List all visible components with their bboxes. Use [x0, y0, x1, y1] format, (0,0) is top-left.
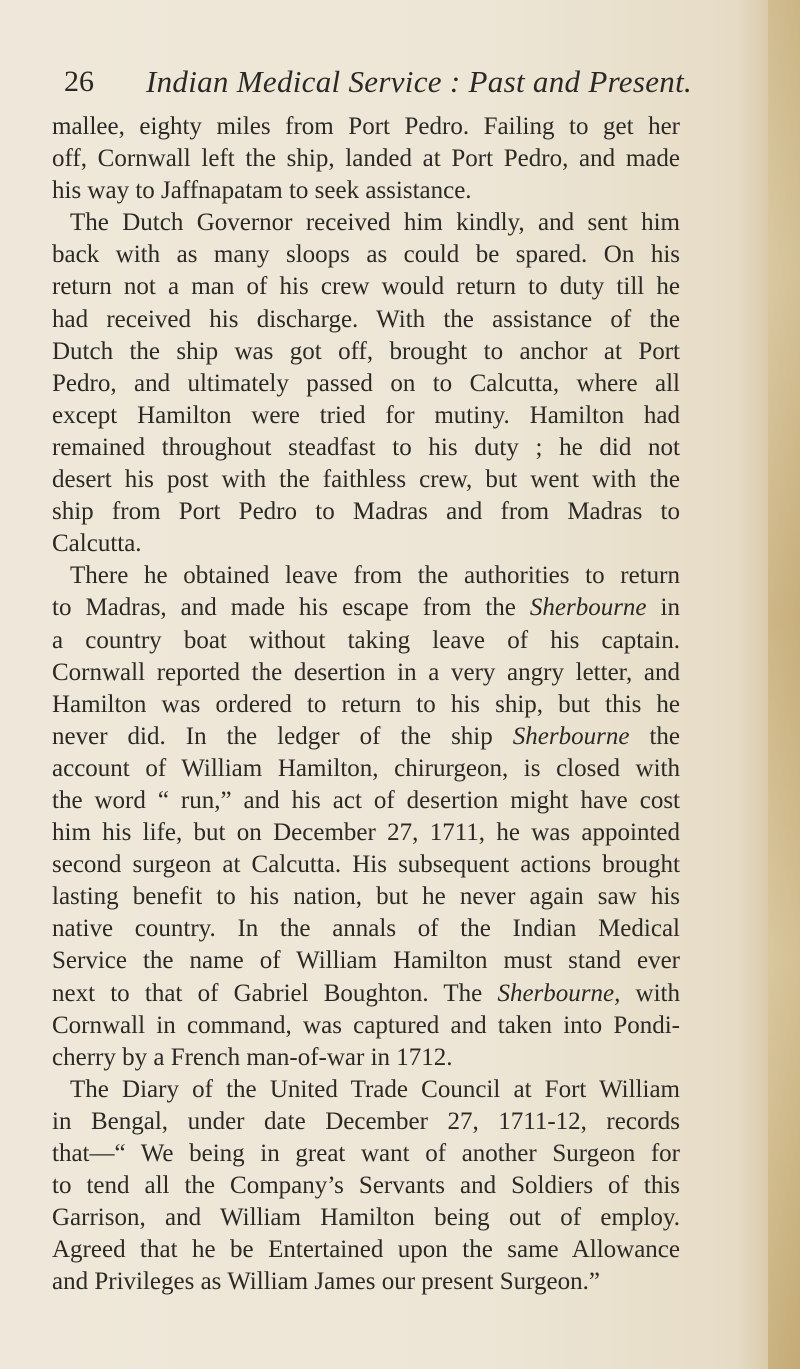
line-text-segment: with [620, 979, 680, 1007]
text-line: Cornwall in command, was captured and taken into Pondi- [52, 1011, 680, 1039]
text-line: the word “ run,” and his act of desertion might have cost [52, 786, 680, 814]
line-text-segment: in [646, 594, 680, 622]
text-line: and Privileges as William James our present Surgeon.” [52, 1268, 600, 1296]
text-line: him his life, but on December 27, 1711, he was appointed [52, 819, 680, 847]
text-line: Calcutta. [52, 530, 142, 558]
page-header [56, 64, 746, 104]
text-line [52, 721, 680, 753]
body-text [52, 111, 680, 1298]
text-line: off, Cornwall left the ship, landed at Port Pedro, and made [52, 145, 680, 173]
running-title: Indian Medical Service : Past and Present. [146, 64, 693, 99]
text-line: mallee, eighty miles from Port Pedro. Failing to get her [52, 113, 680, 140]
paragraph-first-line: The Diary of the United Trade Council at Fort William [70, 1075, 680, 1103]
text-line: cherry by a French man-of-war in 1712. [52, 1043, 453, 1071]
text-line: a country boat without taking leave of his captain. [52, 626, 680, 654]
ship-name-italic: Sherbourne, [497, 979, 621, 1007]
text-line: Cornwall reported the desertion in a very angry letter, and [52, 658, 680, 686]
text-line: Garrison, and William Hamilton being out of employ. [52, 1204, 680, 1232]
text-line: return not a man of his crew would return to duty till he [52, 273, 680, 301]
text-line: had received his discharge. With the assistance of the [52, 305, 680, 333]
paragraph-first-line: The Dutch Governor received him kindly, and sent him [70, 209, 680, 237]
text-line: his way to Jaffnapatam to seek assistance. [52, 177, 472, 205]
line-text-segment: next to that of Gabriel Boughton. The [52, 979, 498, 1007]
line-text-segment: the [629, 722, 681, 750]
text-line: in Bengal, under date December 27, 1711-12, records [52, 1107, 680, 1135]
text-line [52, 592, 680, 624]
text-line: that—“ We being in great want of another Surgeon for [52, 1140, 680, 1167]
text-line: remained throughout steadfast to his duty ; he did not [52, 433, 680, 461]
text-line: desert his post with the faithless crew, but went with the [52, 466, 680, 494]
text-line: Dutch the ship was got off, brought to anchor at Port [52, 337, 680, 365]
ship-name-italic: Sherbourne [529, 594, 647, 622]
text-line: Hamilton was ordered to return to his ship, but this he [52, 690, 680, 718]
line-text-segment: never did. In the ledger of the ship [52, 722, 513, 750]
ship-name-italic: Sherbourne [512, 722, 630, 750]
text-line: lasting benefit to his nation, but he never again saw his [52, 883, 680, 911]
text-line: Agreed that he be Entertained upon the same Allowance [52, 1236, 680, 1264]
text-line [52, 978, 680, 1010]
text-line: Service the name of William Hamilton must stand ever [52, 947, 680, 975]
text-line: account of William Hamilton, chirurgeon, is closed with [52, 754, 680, 782]
text-line: to tend all the Company’s Servants and Soldiers of this [52, 1172, 680, 1200]
text-line: Pedro, and ultimately passed on to Calcutta, where all [52, 369, 680, 397]
text-line: native country. In the annals of the Indian Medical [52, 915, 680, 943]
page-number: 26 [64, 65, 94, 98]
page-edge-stain [768, 0, 800, 1369]
text-line: second surgeon at Calcutta. His subsequent actions brought [52, 851, 680, 879]
text-line: back with as many sloops as could be spared. On his [52, 241, 680, 269]
line-text-segment: to Madras, and made his escape from the [52, 594, 530, 622]
text-line: except Hamilton were tried for mutiny. Hamilton had [52, 401, 680, 429]
text-line: ship from Port Pedro to Madras and from Madras to [52, 498, 680, 526]
paragraph-first-line: There he obtained leave from the authorities to return [70, 562, 680, 590]
